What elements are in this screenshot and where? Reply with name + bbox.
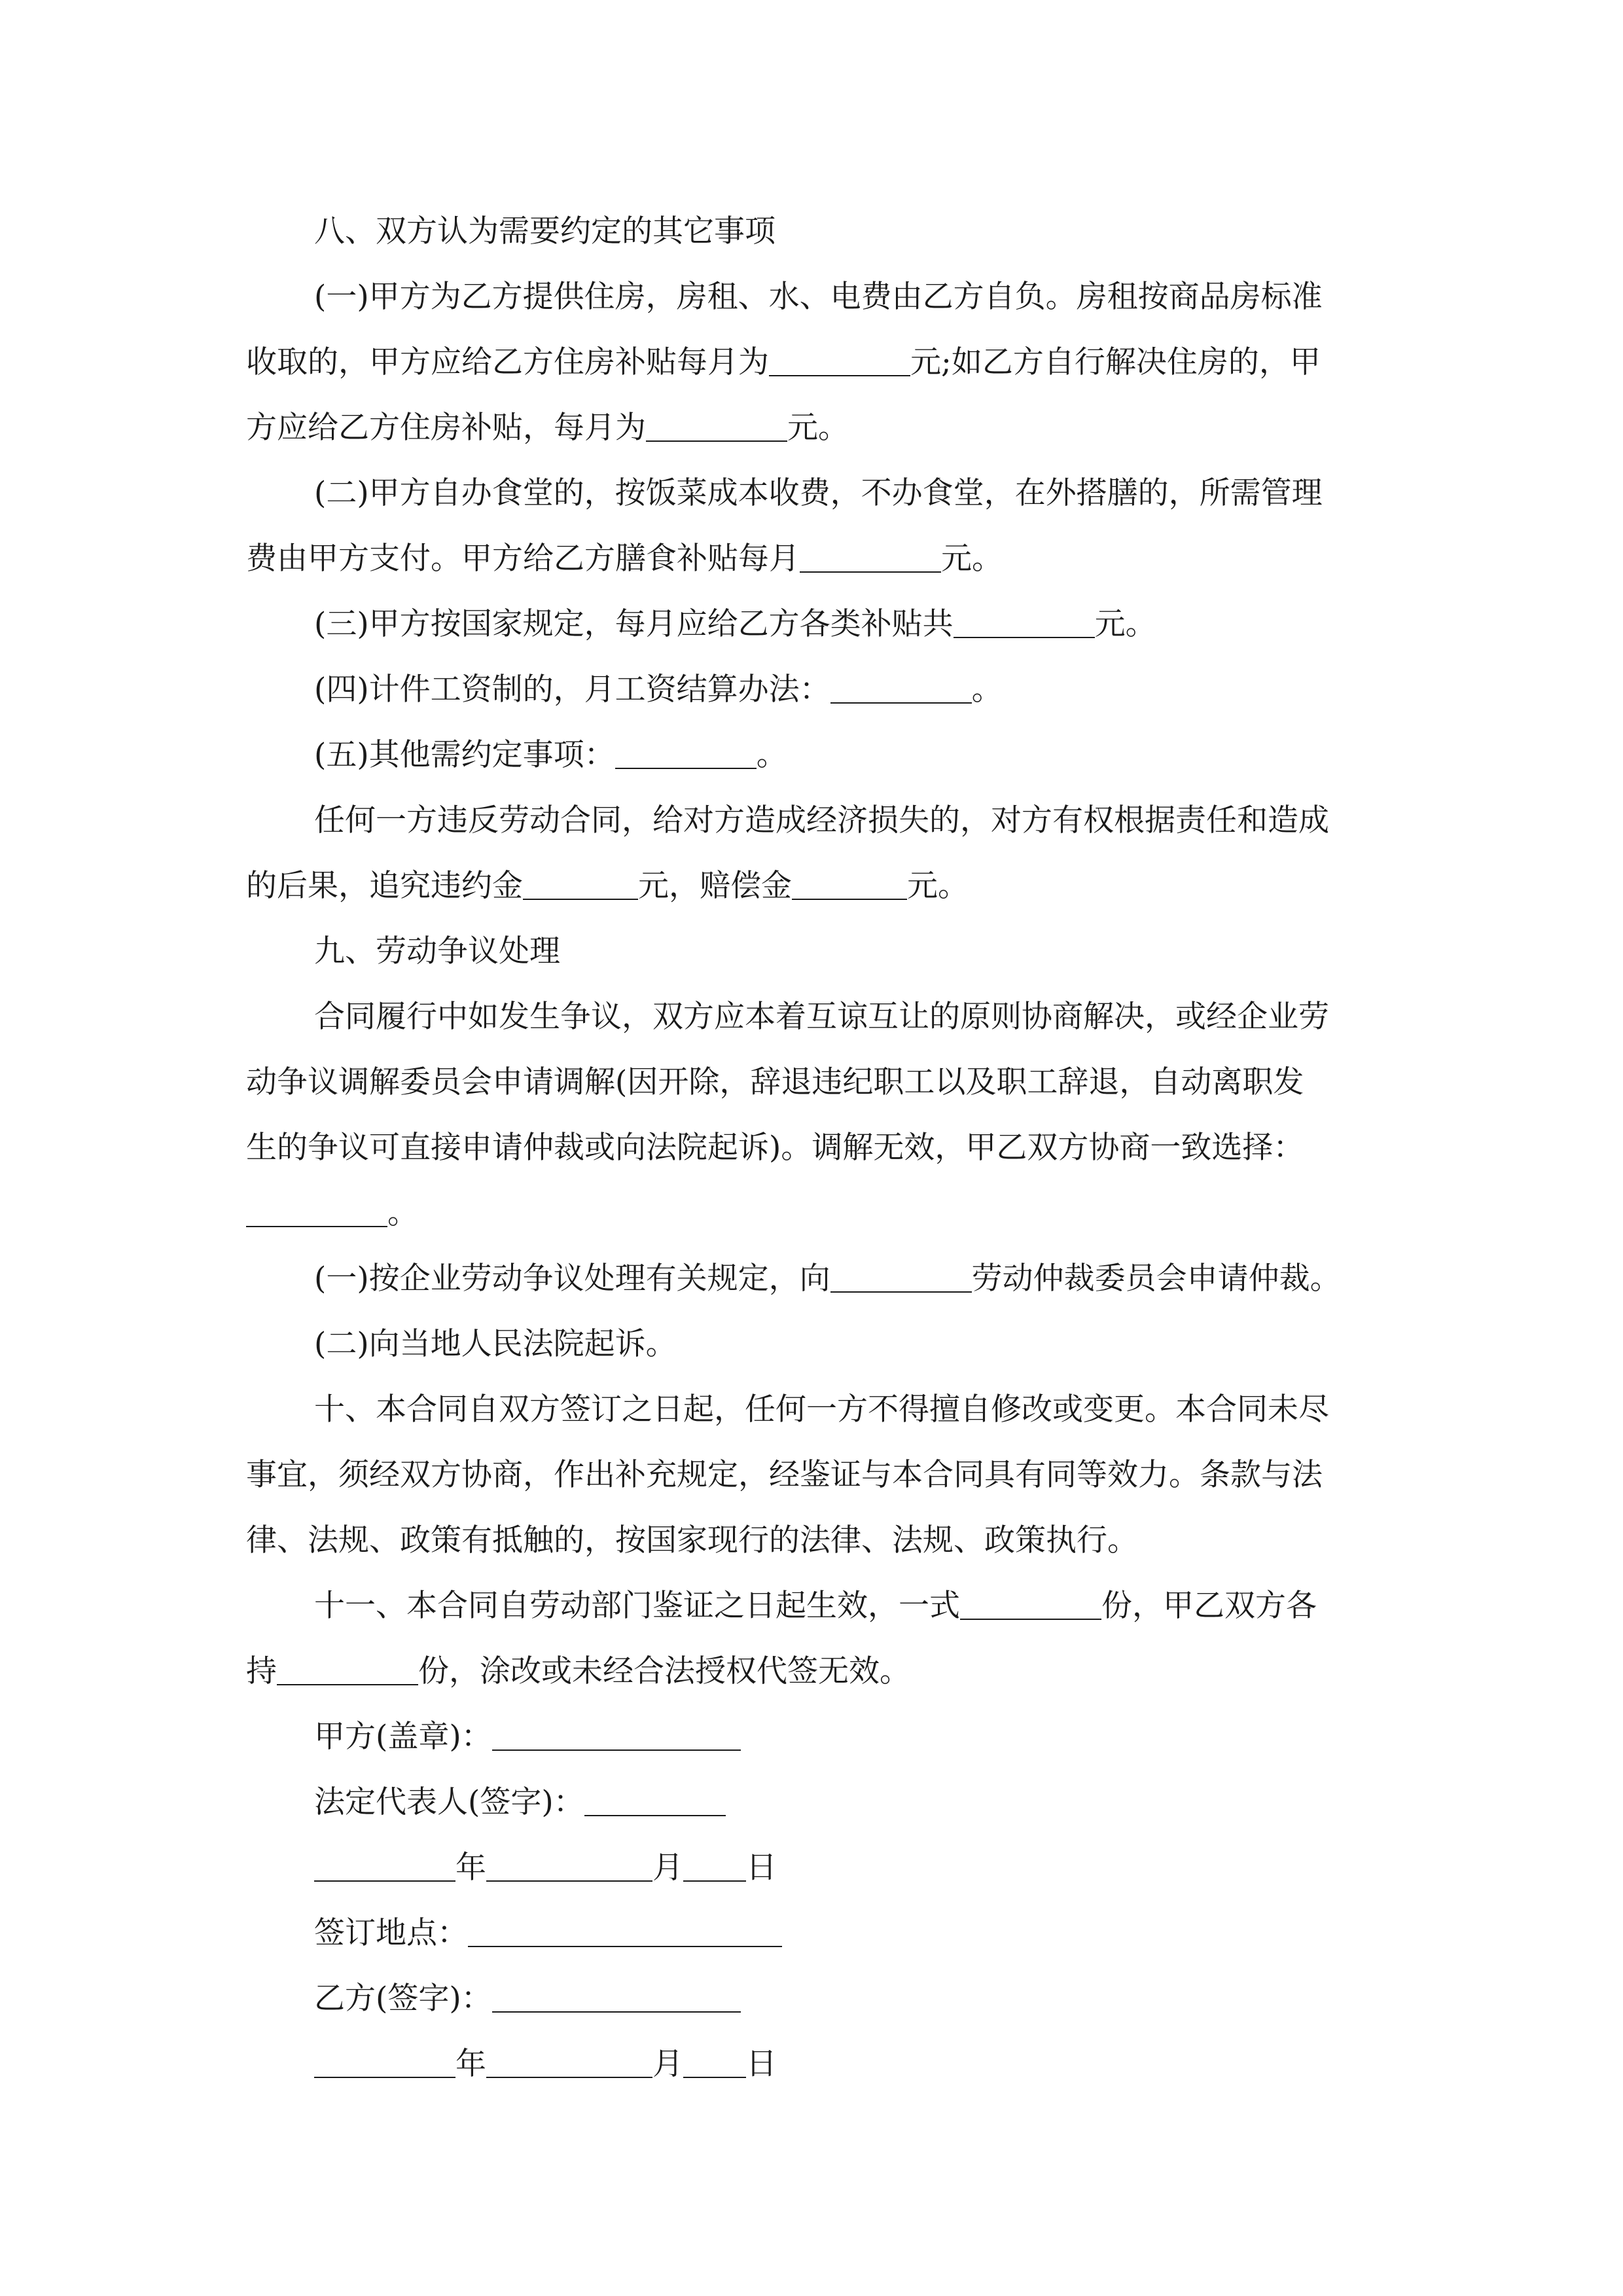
party-a-year-blank[interactable] [314, 1846, 455, 1882]
section-11: 十一、本合同自劳动部门鉴证之日起生效，一式 份，甲乙双方各 [0, 1573, 1623, 1639]
section-8-item-4: (四)计件工资制的，月工资结算办法： 。 [0, 657, 1623, 723]
party-b-day-blank[interactable] [683, 2043, 746, 2078]
section-8-item-3: (三)甲方按国家规定，每月应给乙方各类补贴共 元。 [0, 592, 1623, 657]
section-8-item-2-line-2: 费由甲方支付。甲方给乙方膳食补贴每月 元。 [0, 526, 1623, 592]
section-8-item-1-line-2: 收取的，甲方应给乙方住房补贴每月为 元;如乙方自行解决住房的，甲 [0, 330, 1623, 395]
party-a-seal-blank[interactable] [492, 1715, 741, 1751]
section-9-paragraph-line-4: 。 [0, 1181, 1623, 1246]
party-b-month-blank[interactable] [486, 2043, 652, 2078]
party-a-seal: 甲方(盖章)： [0, 1704, 1623, 1770]
section-8-item-1: (一)甲方为乙方提供住房，房租、水、电费由乙方自负。房租按商品房标准 [314, 279, 1323, 315]
section-8-item-1-line-3: 方应给乙方住房补贴，每月为 元。 [0, 395, 1623, 461]
section-10-line-2: 事宜，须经双方协商，作出补充规定，经鉴证与本合同具有同等效力。条款与法 [246, 1457, 1323, 1493]
copies-each-blank[interactable] [277, 1650, 418, 1685]
legal-representative: 法定代表人(签字)： [0, 1770, 1623, 1835]
signing-place-blank[interactable] [468, 1912, 782, 1947]
compensation-blank[interactable] [792, 865, 907, 900]
signing-place: 签订地点： [0, 1901, 1623, 1966]
party-a-day-blank[interactable] [683, 1846, 746, 1882]
party-a-date: 年 月 日 [0, 1835, 1623, 1901]
section-9-option-1: (一)按企业劳动争议处理有关规定，向 劳动仲裁委员会申请仲裁。 [0, 1246, 1623, 1312]
legal-rep-signature-blank[interactable] [584, 1781, 726, 1816]
arbitration-committee-blank[interactable] [830, 1257, 972, 1293]
section-10-line-3: 律、法规、政策有抵触的，按国家现行的法律、法规、政策执行。 [246, 1522, 1138, 1558]
breach-clause-line-2: 的后果，追究违约金 元，赔偿金 元。 [0, 853, 1623, 919]
other-matters-blank[interactable] [615, 734, 757, 769]
section-8-item-2: (二)甲方自办食堂的，按饭菜成本收费，不办食堂，在外搭膳的，所需管理 [314, 475, 1323, 511]
section-9-heading: 九、劳动争议处理 [314, 933, 560, 969]
housing-subsidy-blank[interactable] [769, 341, 910, 376]
section-11-line-2: 持 份，涂改或未经合法授权代签无效。 [0, 1639, 1623, 1704]
party-b-signature: 乙方(签字)： [0, 1966, 1623, 2032]
party-b-signature-blank[interactable] [492, 1977, 741, 2013]
penalty-blank[interactable] [523, 865, 638, 900]
section-9-paragraph-line-2: 动争议调解委员会申请调解(因开除，辞退违纪职工以及职工辞退，自动离职发 [246, 1064, 1304, 1100]
allowance-blank[interactable] [954, 603, 1095, 638]
section-9-paragraph: 合同履行中如发生争议，双方应本着互谅互让的原则协商解决，或经企业劳 [314, 999, 1329, 1035]
section-9-option-2: (二)向当地人民法院起诉。 [314, 1326, 677, 1362]
section-10: 十、本合同自双方签订之日起，任何一方不得擅自修改或变更。本合同未尽 [314, 1391, 1329, 1427]
dispute-choice-blank[interactable] [246, 1192, 387, 1227]
piecework-method-blank[interactable] [830, 668, 972, 704]
party-a-month-blank[interactable] [486, 1846, 652, 1882]
section-8-heading: 八、双方认为需要约定的其它事项 [314, 213, 776, 249]
meal-subsidy-blank[interactable] [800, 537, 941, 573]
section-8-item-5: (五)其他需约定事项： 。 [0, 723, 1623, 788]
copies-blank[interactable] [960, 1585, 1101, 1620]
party-b-year-blank[interactable] [314, 2043, 455, 2078]
party-b-date: 年 月 日 [0, 2032, 1623, 2097]
section-9-paragraph-line-3: 生的争议可直接申请仲裁或向法院起诉)。调解无效，甲乙双方协商一致选择： [246, 1130, 1304, 1166]
self-housing-subsidy-blank[interactable] [646, 406, 787, 442]
breach-clause: 任何一方违反劳动合同，给对方造成经济损失的，对方有权根据责任和造成 [314, 802, 1329, 838]
